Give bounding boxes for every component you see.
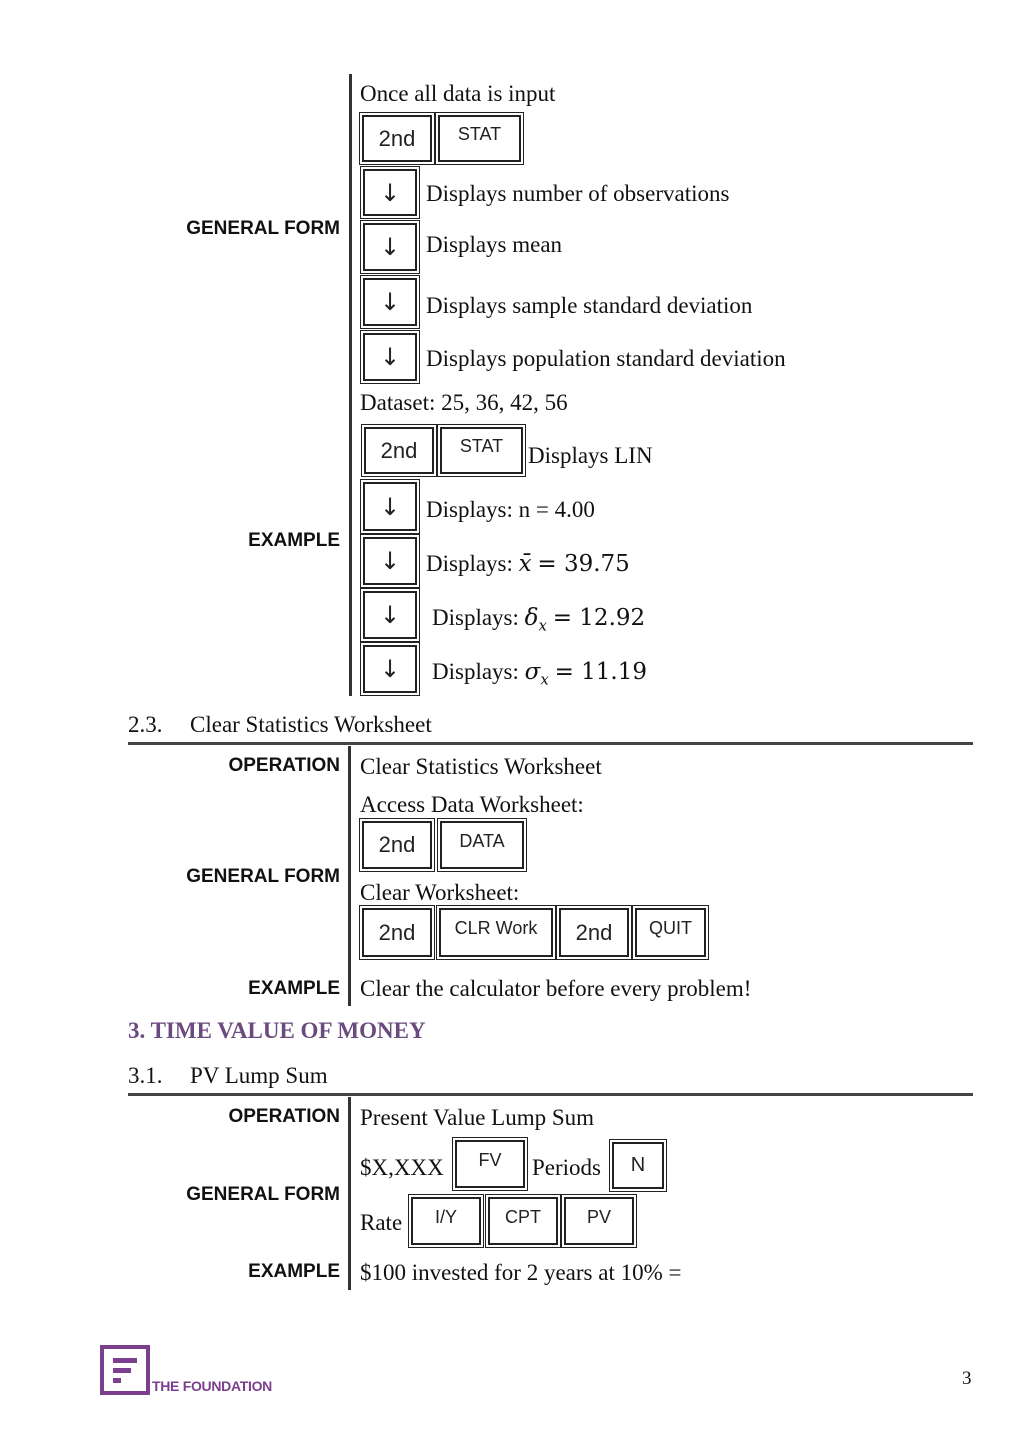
- xbar-line: [426, 552, 630, 576]
- key-2nd: 2nd: [362, 821, 432, 869]
- key-2nd: 2nd: [362, 908, 432, 957]
- example-label: EXAMPLE: [248, 530, 340, 551]
- key-stat: STAT: [438, 115, 521, 162]
- stat-divider: [349, 74, 352, 696]
- sample-sd-text: Displays sample standard deviation: [426, 293, 753, 318]
- example-label: EXAMPLE: [248, 1261, 340, 1282]
- amount-text: $X,XXX: [360, 1155, 444, 1180]
- down-arrow-key: ↓: [363, 482, 417, 531]
- key-quit: QUIT: [635, 908, 706, 957]
- down-arrow-key: ↓: [363, 333, 417, 381]
- mean-text: Displays mean: [426, 232, 563, 257]
- down-arrow-key: ↓: [363, 169, 417, 216]
- example-text: $100 invested for 2 years at 10% =: [360, 1260, 682, 1285]
- key-2nd: 2nd: [364, 427, 434, 474]
- section-number: 3.1.: [128, 1063, 163, 1088]
- obs-text: Displays number of observations: [426, 181, 730, 206]
- section-title: PV Lump Sum: [190, 1063, 328, 1088]
- pop-sd-text: Displays population standard deviation: [426, 346, 786, 371]
- section-divider: [348, 1097, 351, 1290]
- general-form-label: GENERAL FORM: [186, 218, 340, 239]
- key-2nd: 2nd: [559, 908, 629, 957]
- down-arrow-key: ↓: [363, 278, 417, 326]
- down-arrow-key: ↓: [363, 223, 417, 271]
- sigma-symbol: $\sigma_x$: [524, 659, 549, 689]
- delta-symbol: $\delta_x$: [524, 605, 547, 635]
- general-form-label: GENERAL FORM: [186, 866, 340, 887]
- once-input-text: Once all data is input: [360, 81, 556, 106]
- key-clr-work: CLR Work: [439, 908, 553, 957]
- sigma-value: = 11.19: [554, 659, 647, 685]
- displays-lin-text: Displays LIN: [528, 443, 653, 468]
- displays-prefix: Displays:: [432, 659, 519, 684]
- key-iy: I/Y: [411, 1197, 481, 1245]
- example-text: Clear the calculator before every problem!: [360, 976, 752, 1001]
- n-line-text: Displays: n = 4.00: [426, 497, 595, 522]
- sigma-line: [432, 660, 647, 688]
- key-stat: STAT: [440, 427, 523, 474]
- section-divider: [348, 746, 351, 1006]
- chapter-heading: 3. TIME VALUE OF MONEY: [128, 1018, 426, 1043]
- key-pv: PV: [564, 1197, 634, 1245]
- logo-text: THE FOUNDATION: [152, 1378, 272, 1394]
- delta-line: [432, 606, 645, 634]
- delta-value: = 12.92: [552, 605, 646, 631]
- example-label: EXAMPLE: [248, 978, 340, 999]
- down-arrow-key: ↓: [363, 537, 417, 585]
- foundation-logo-mark: [100, 1345, 152, 1397]
- dataset-text: Dataset: 25, 36, 42, 56: [360, 390, 568, 415]
- operation-label: OPERATION: [228, 1106, 340, 1127]
- xbar-value: = 39.75: [537, 551, 630, 577]
- foundation-logo: [100, 1345, 272, 1397]
- displays-prefix: Displays:: [432, 605, 519, 630]
- general-form-label: GENERAL FORM: [186, 1184, 340, 1205]
- key-data: DATA: [440, 821, 524, 869]
- section-number: 2.3.: [128, 712, 163, 737]
- operation-text: Clear Statistics Worksheet: [360, 754, 602, 779]
- periods-text: Periods: [532, 1155, 601, 1180]
- section-rule: [128, 742, 973, 745]
- operation-label: OPERATION: [228, 755, 340, 776]
- section-rule: [128, 1093, 973, 1096]
- rate-text: Rate: [360, 1210, 403, 1235]
- xbar-symbol: x̄: [518, 551, 532, 577]
- down-arrow-key: ↓: [363, 591, 417, 639]
- key-2nd: 2nd: [362, 115, 432, 162]
- key-cpt: CPT: [488, 1197, 558, 1245]
- key-fv: FV: [455, 1140, 525, 1188]
- key-n: N: [612, 1142, 664, 1189]
- operation-text: Present Value Lump Sum: [360, 1105, 595, 1130]
- displays-prefix: Displays:: [426, 551, 513, 576]
- section-title: Clear Statistics Worksheet: [190, 712, 432, 737]
- access-data-text: Access Data Worksheet:: [360, 792, 584, 817]
- down-arrow-key: ↓: [363, 645, 417, 693]
- clear-ws-text: Clear Worksheet:: [360, 880, 520, 905]
- page-number: 3: [962, 1368, 972, 1389]
